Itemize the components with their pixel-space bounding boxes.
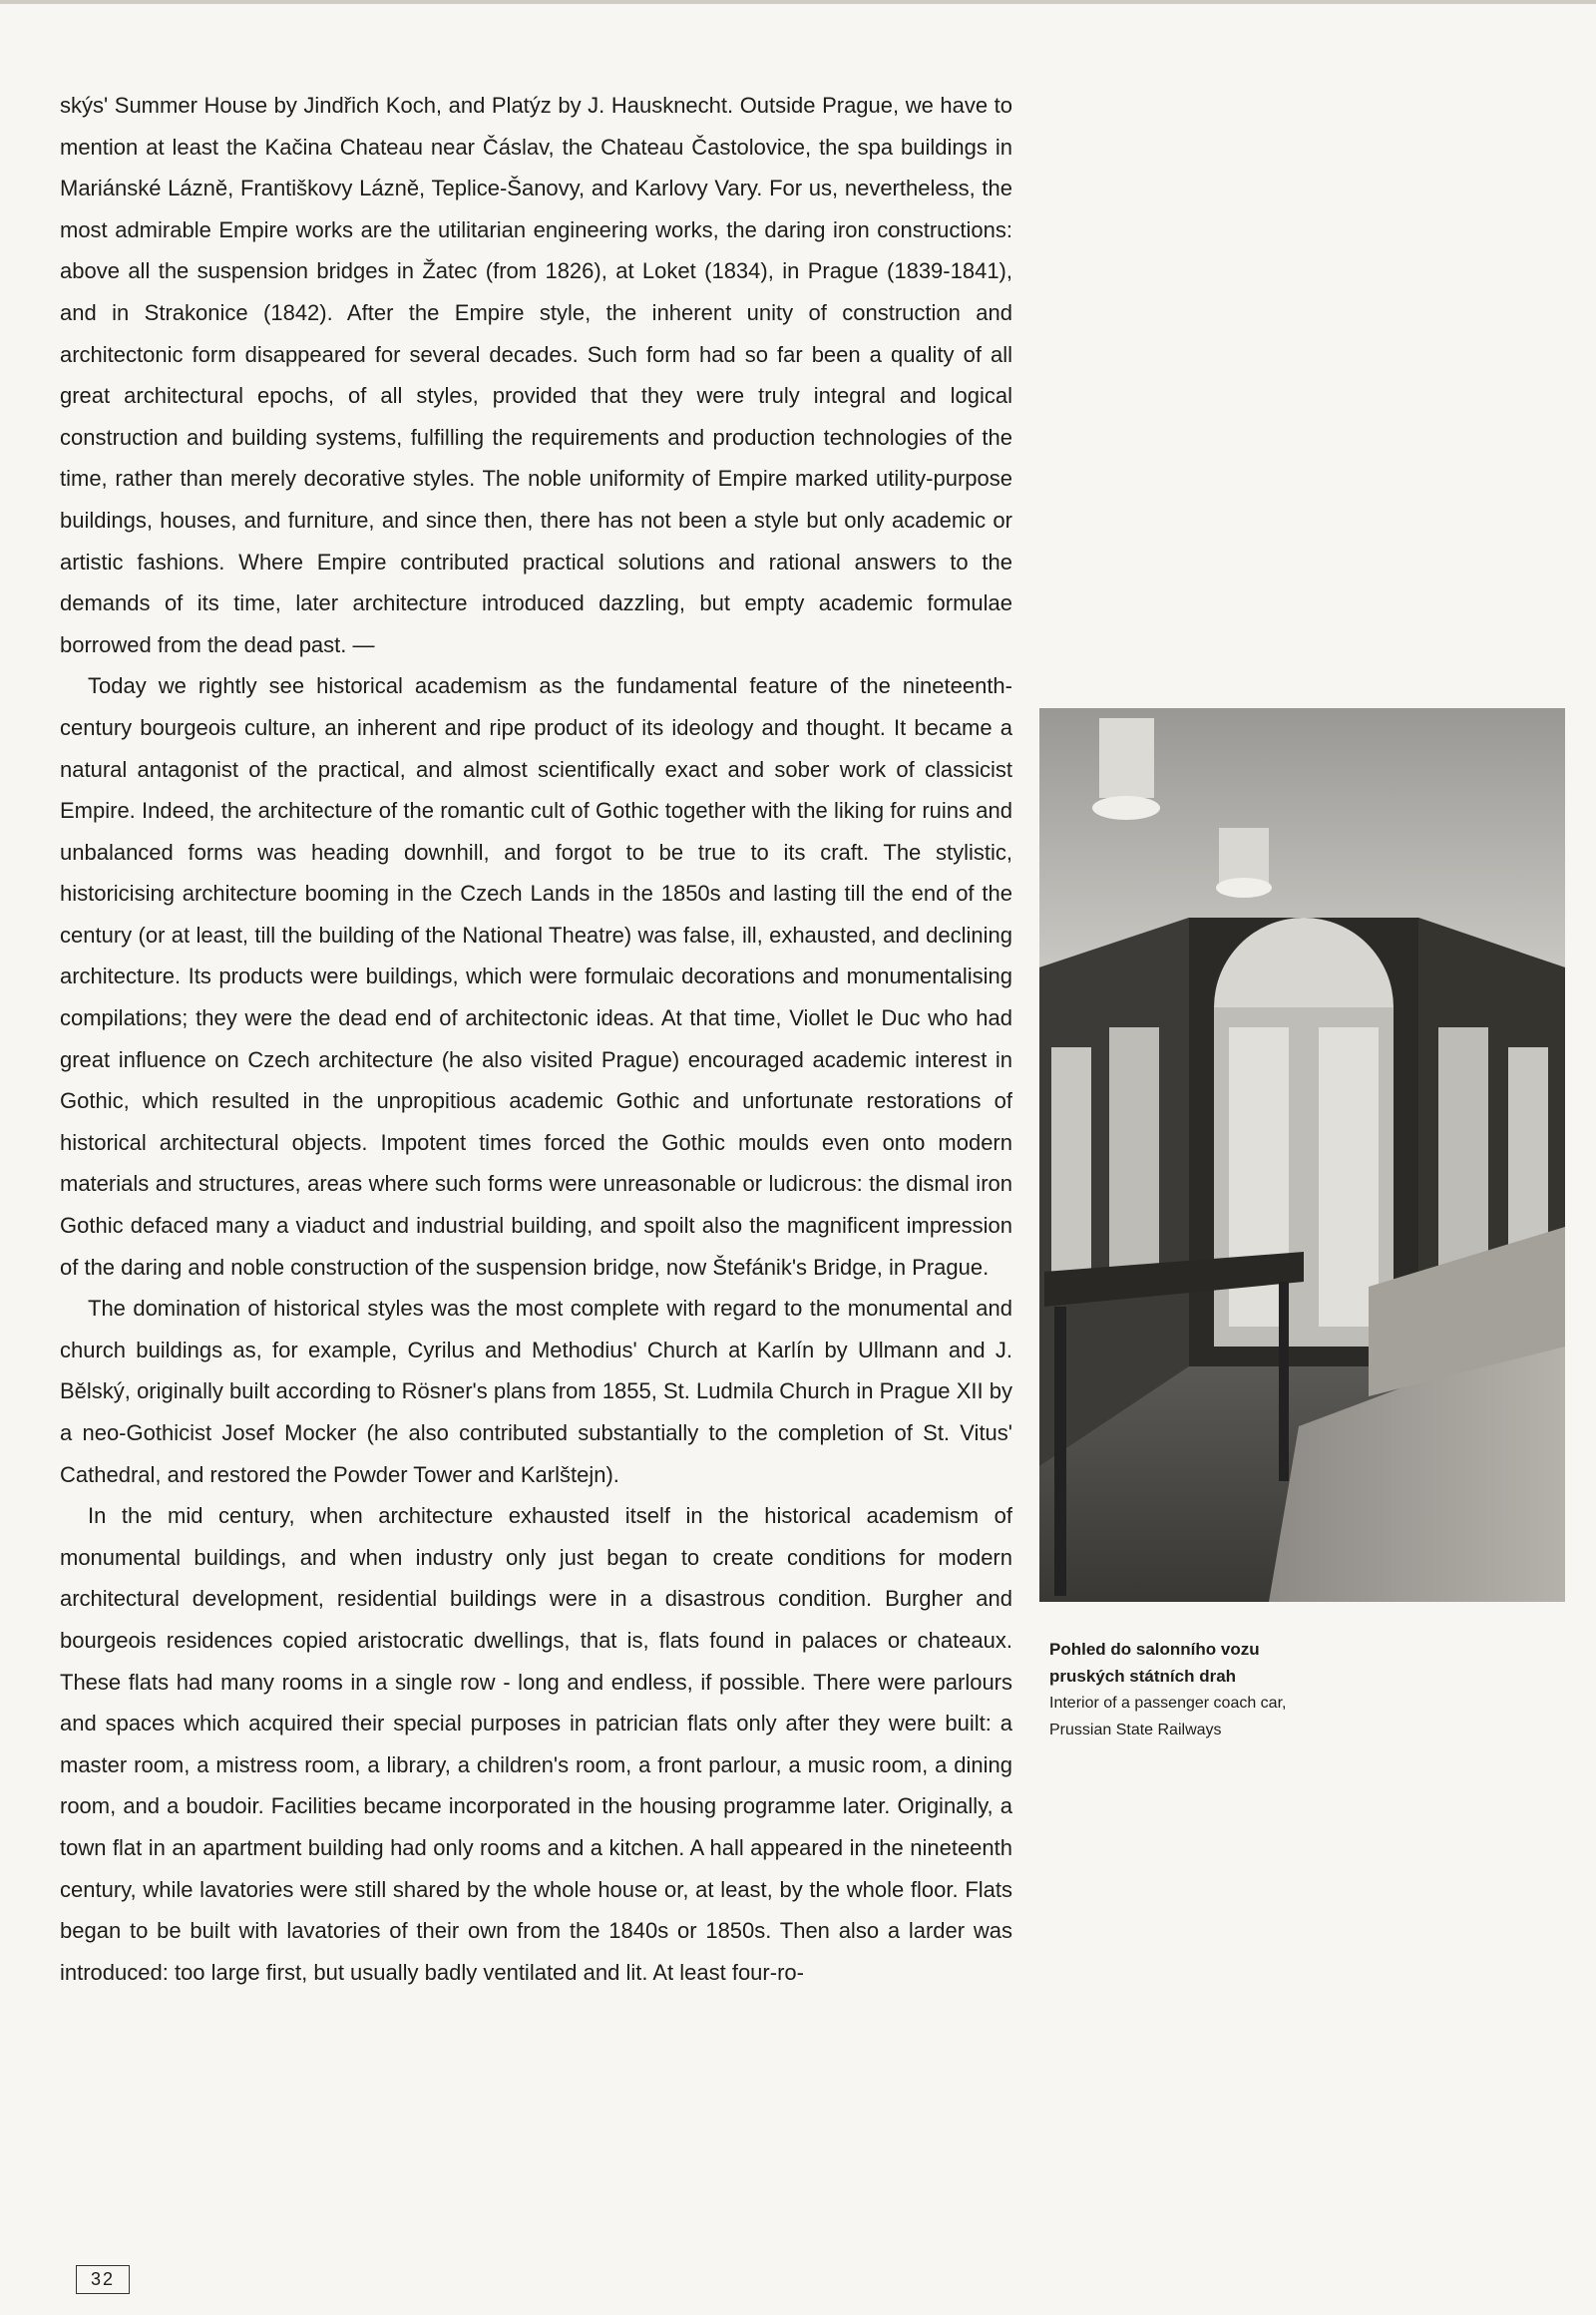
caption-czech-line-1: Pohled do salonního vozu xyxy=(1049,1640,1260,1659)
paragraph-4: In the mid century, when architecture exhausted itself in the historical academism of monumental buildings, and when industry only just began to create conditions for modern architectural development, residential buildings were in a disastrous condition. Burgher and bourgeois residences copied aristocratic dwellings, that is, flats found in palaces or chateaux. These flats had many rooms in a single row - long and endless, if possible. There were parlours and spaces which acquired their special purposes in patrician flats only after they were built: a master room, a mistress room, a library, a children's room, a front parlour, a music room, a dining room, and a boudoir. Facilities became incorporated in the housing programme later. Originally, a town flat in an apartment building had only rooms and a kitchen. A hall appeared in the nineteenth century, while lavatories were still shared by the whole house or, at least, by the whole floor. Flats began to be built with lavatories of their own from the 1840s or 1850s. Then also a larder was introduced: too large first, but usually badly ventilated and lit. At least four-ro- xyxy=(60,1503,1012,1985)
figure-caption xyxy=(1049,1636,1379,1743)
paragraph-1: skýs' Summer House by Jindřich Koch, and Platýz by J. Hausknecht. Outside Prague, we have to mention at least the Kačina Chateau near Čáslav, the Chateau Častolovice, the spa buildings in Mariánské Lázně, Františkovy Lázně, Teplice-Šanovy, and Karlovy Vary. For us, nevertheless, the most admirable Empire works are the utilitarian engineering works, the daring iron constructions: above all the suspension bridges in Žatec (from 1826), at Loket (1834), in Prague (1839-1841), and in Strakonice (1842). After the Empire style, the inherent unity of construction and architectonic form disappeared for several decades. Such form had so far been a quality of all great architectural epochs, of all styles, provided that they were truly integral and logical construction and building systems, fulfilling the requirements and production technologies of the time, rather than merely decorative styles. The noble uniformity of Empire marked utility-purpose buildings, houses, and furniture, and since then, there has not been a style but only academic or artistic fashions. Where Empire contributed practical solutions and rational answers to the demands of its time, later architecture introduced dazzling, but empty academic formulae borrowed from the dead past. — xyxy=(60,93,1012,657)
paragraph-2: Today we rightly see historical academism as the fundamental feature of the nineteenth-century bourgeois culture, an inherent and ripe product of its ideology and thought. It became a natural antagonist of the practical, and almost scientifically exact and sober work of classicist Empire. Indeed, the architecture of the romantic cult of Gothic together with the liking for ruins and unbalanced forms was heading downhill, and forgot to be true to its craft. The stylistic, historicising architecture booming in the Czech Lands in the 1850s and lasting till the end of the century (or at least, till the building of the National Theatre) was false, ill, exhausted, and declining architecture. Its products were buildings, which were formulaic decorations and monumentalising compilations; they were the dead end of architectonic ideas. At that time, Viollet le Duc who had great influence on Czech architecture (he also visited Prague) encouraged academic interest in Gothic, which resulted in the unpropitious academic Gothic and unfortunate restorations of historical architectural objects. Impotent times forced the Gothic moulds even onto modern materials and structures, areas where such forms were unreasonable or ludicrous: the dismal iron Gothic defaced many a viaduct and industrial building, and spoilt also the magnificent impression of the daring and noble construction of the suspension bridge, now Štefánik's Bridge, in Prague. xyxy=(60,673,1012,1280)
caption-czech-line-2: pruských státních drah xyxy=(1049,1667,1237,1686)
paragraph-3: The domination of historical styles was the most complete with regard to the monumental and church buildings as, for example, Cyrilus and Methodius' Church at Karlín by Ullmann and J. Bělský, originally built according to Rösner's plans from 1855, St. Ludmila Church in Prague XII by a neo-Gothicist Josef Mocker (he also contributed substantially to the completion of St. Vitus' Cathedral, and restored the Powder Tower and Karlštejn). xyxy=(60,1296,1012,1487)
page-number: 32 xyxy=(76,2265,130,2294)
body-text-column xyxy=(60,85,1012,1993)
caption-english-line-2: Prussian State Railways xyxy=(1049,1722,1222,1738)
caption-english-line-1: Interior of a passenger coach car, xyxy=(1049,1695,1287,1712)
coach-interior-photo xyxy=(1039,708,1565,1602)
photo-interior-coach-car-icon xyxy=(1039,708,1565,1602)
page-top-edge xyxy=(0,0,1596,4)
